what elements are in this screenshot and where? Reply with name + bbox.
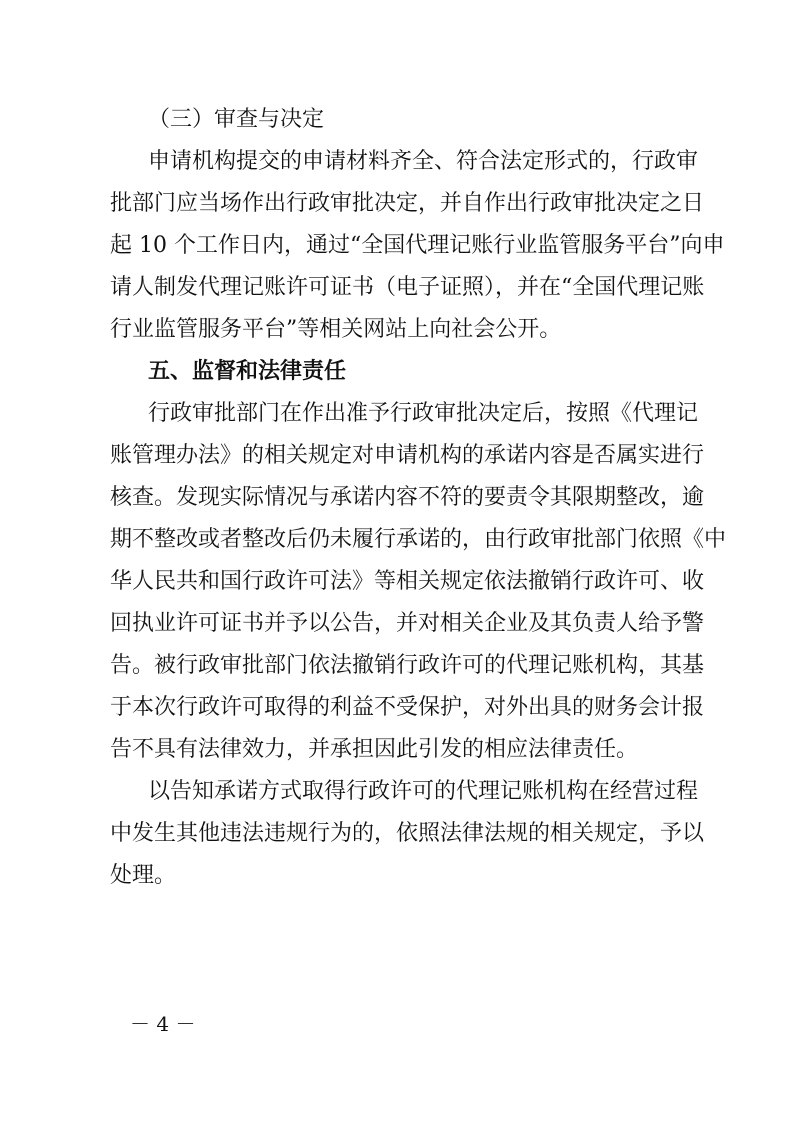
section-5-p1-line-5: 华人民共和国行政许可法》等相关规定依法撤销行政许可、收 — [110, 569, 705, 594]
section-5-p1-line-3: 核查。发现实际情况与承诺内容不符的要责令其限期整改，逾 — [110, 485, 705, 510]
section-3-line-4: 请人制发代理记账许可证书（电子证照），并在“全国代理记账 — [110, 275, 705, 300]
section-5-p2-line-3: 处理。 — [110, 863, 177, 888]
section-5-heading: 五、监督和法律责任 — [148, 359, 347, 384]
section-5-p2-line-2: 中发生其他违法违规行为的，依照法律法规的相关规定，予以 — [110, 821, 705, 846]
section-5-p1-line-6: 回执业许可证书并予以公告，并对相关企业及其负责人给予警 — [110, 611, 705, 636]
section-5-p1-line-9: 告不具有法律效力，并承担因此引发的相应法律责任。 — [110, 737, 639, 762]
section-5-p1-line-7: 告。被行政审批部门依法撤销行政许可的代理记账机构，其基 — [110, 653, 705, 678]
section-3-line-3: 起 10 个工作日内，通过“全国代理记账行业监管服务平台”向申 — [110, 233, 725, 258]
section-5-p2-line-1: 以告知承诺方式取得行政许可的代理记账机构在经营过程 — [148, 779, 699, 804]
section-5-p1-line-4: 期不整改或者整改后仍未履行承诺的，由行政审批部门依照《中 — [110, 527, 727, 552]
section-5-p1-line-1: 行政审批部门在作出准予行政审批决定后，按照《代理记 — [148, 401, 699, 426]
section-5-p1-line-8: 于本次行政许可取得的利益不受保护，对外出具的财务会计报 — [110, 695, 705, 720]
section-3-line-1: 申请机构提交的申请材料齐全、符合法定形式的，行政审 — [148, 149, 699, 174]
page-number: － 4 － — [130, 1012, 196, 1036]
section-3-heading: （三）审查与决定 — [148, 107, 325, 132]
section-3-line-5: 行业监管服务平台”等相关网站上向社会公开。 — [110, 317, 562, 342]
section-5-p1-line-2: 账管理办法》的相关规定对申请机构的承诺内容是否属实进行 — [110, 443, 705, 468]
section-3-line-2: 批部门应当场作出行政审批决定，并自作出行政审批决定之日 — [110, 191, 705, 216]
